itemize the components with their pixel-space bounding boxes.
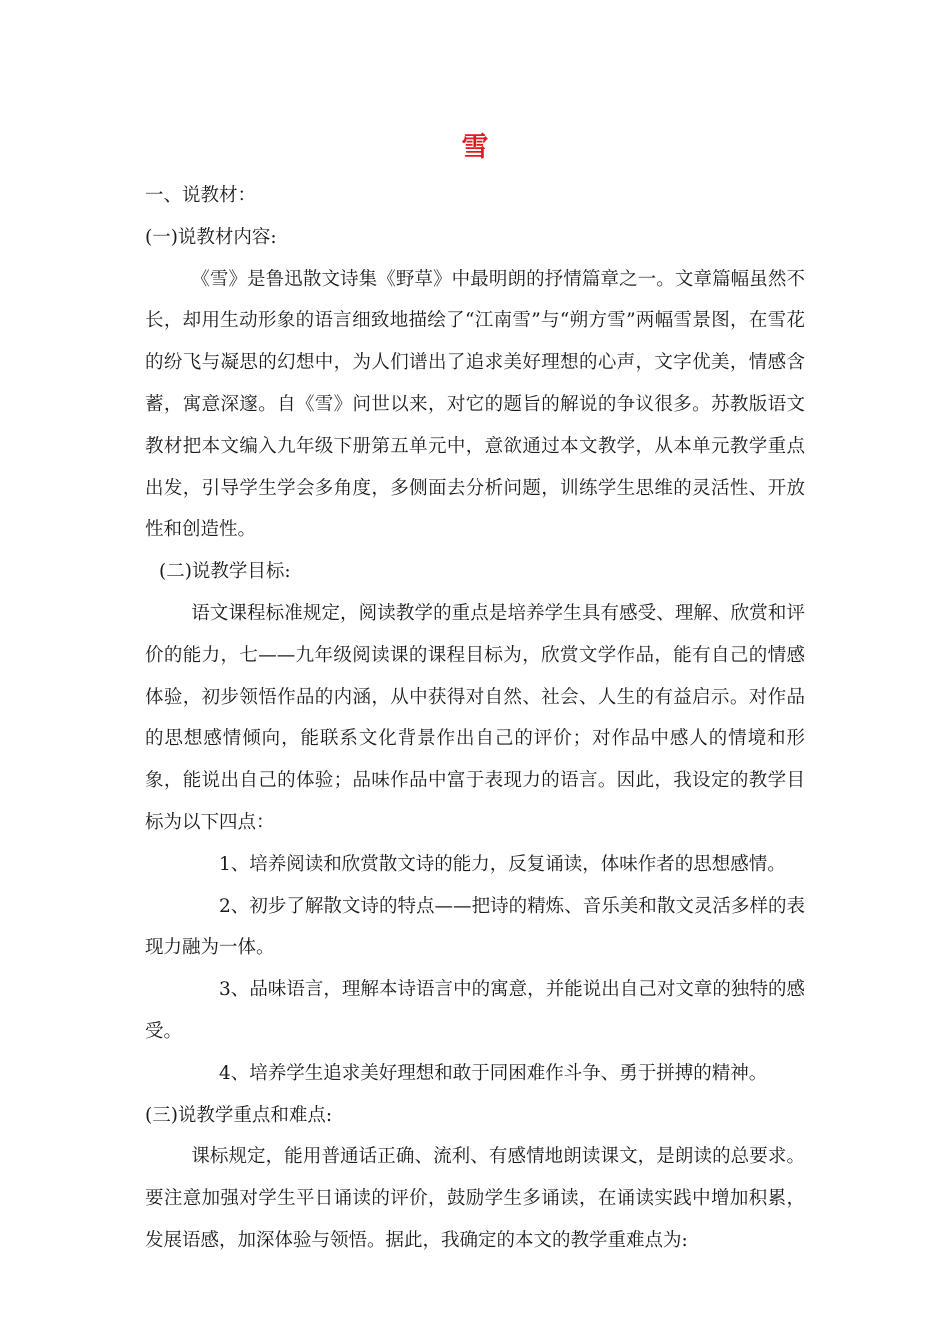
paragraph-teaching-goals: 语文课程标准规定，阅读教学的重点是培养学生具有感受、理解、欣赏和评价的能力，七——九年级阅读课的课程目标为，欣赏文学作品，能有自己的情感体验，初步领悟作品的内涵，从中获得对自然、社会、人生的有益启示。对作品的思想感情倾向，能联系文化背景作出自己的评价；对作品中感人的情境和形象，能说出自己的体验；品味作品中富于表现力的语言。因此，我设定的教学目标为以下四点： — [145, 602, 805, 833]
goal-item-4: 4、培养学生追求美好理想和敢于同困难作斗争、勇于拼搏的精神。 — [219, 1062, 768, 1084]
paragraph-textbook-content: 《雪》是鲁迅散文诗集《野草》中最明朗的抒情篇章之一。文章篇幅虽然不长，却用生动形象的语言细致地描绘了“江南雪”与“朔方雪”两幅雪景图，在雪花的纷飞与凝思的幻想中，为人们谱出了追求美好理想的心声，文字优美，情感含蓄，寓意深邃。自《雪》问世以来，对它的题旨的解说的争议很多。苏教版语文教材把本文编入九年级下册第五单元中，意欲通过本文教学，从本单元教学重点出发，引导学生学会多角度，多侧面去分析问题，训练学生思维的灵活性、开放性和创造性。 — [145, 268, 805, 541]
paragraph-key-points: 课标规定，能用普通话正确、流利、有感情地朗读课文，是朗读的总要求。要注意加强对学生平日诵读的评价，鼓励学生多诵读，在诵读实践中增加积累，发展语感，加深体验与领悟。据此，我确定的本文的教学重难点为: — [145, 1146, 805, 1251]
goal-item-1: 1、培养阅读和欣赏散文诗的能力，反复诵读，体味作者的思想感情。 — [219, 853, 786, 875]
subheading-teaching-goals: (二)说教学目标: — [159, 561, 291, 583]
document-body — [145, 175, 805, 1262]
subheading-key-points: (三)说教学重点和难点: — [145, 1104, 333, 1126]
goal-item-2: 2、初步了解散文诗的特点——把诗的精炼、音乐美和散文灵活多样的表现力融为一体。 — [145, 895, 805, 959]
subheading-textbook-content: (一)说教材内容: — [145, 226, 277, 248]
section-heading-textbook: 一、说教材： — [145, 185, 257, 206]
goal-item-3: 3、品味语言，理解本诗语言中的寓意，并能说出自己对文章的独特的感受。 — [145, 979, 805, 1042]
document-title: 雪 — [461, 132, 489, 163]
